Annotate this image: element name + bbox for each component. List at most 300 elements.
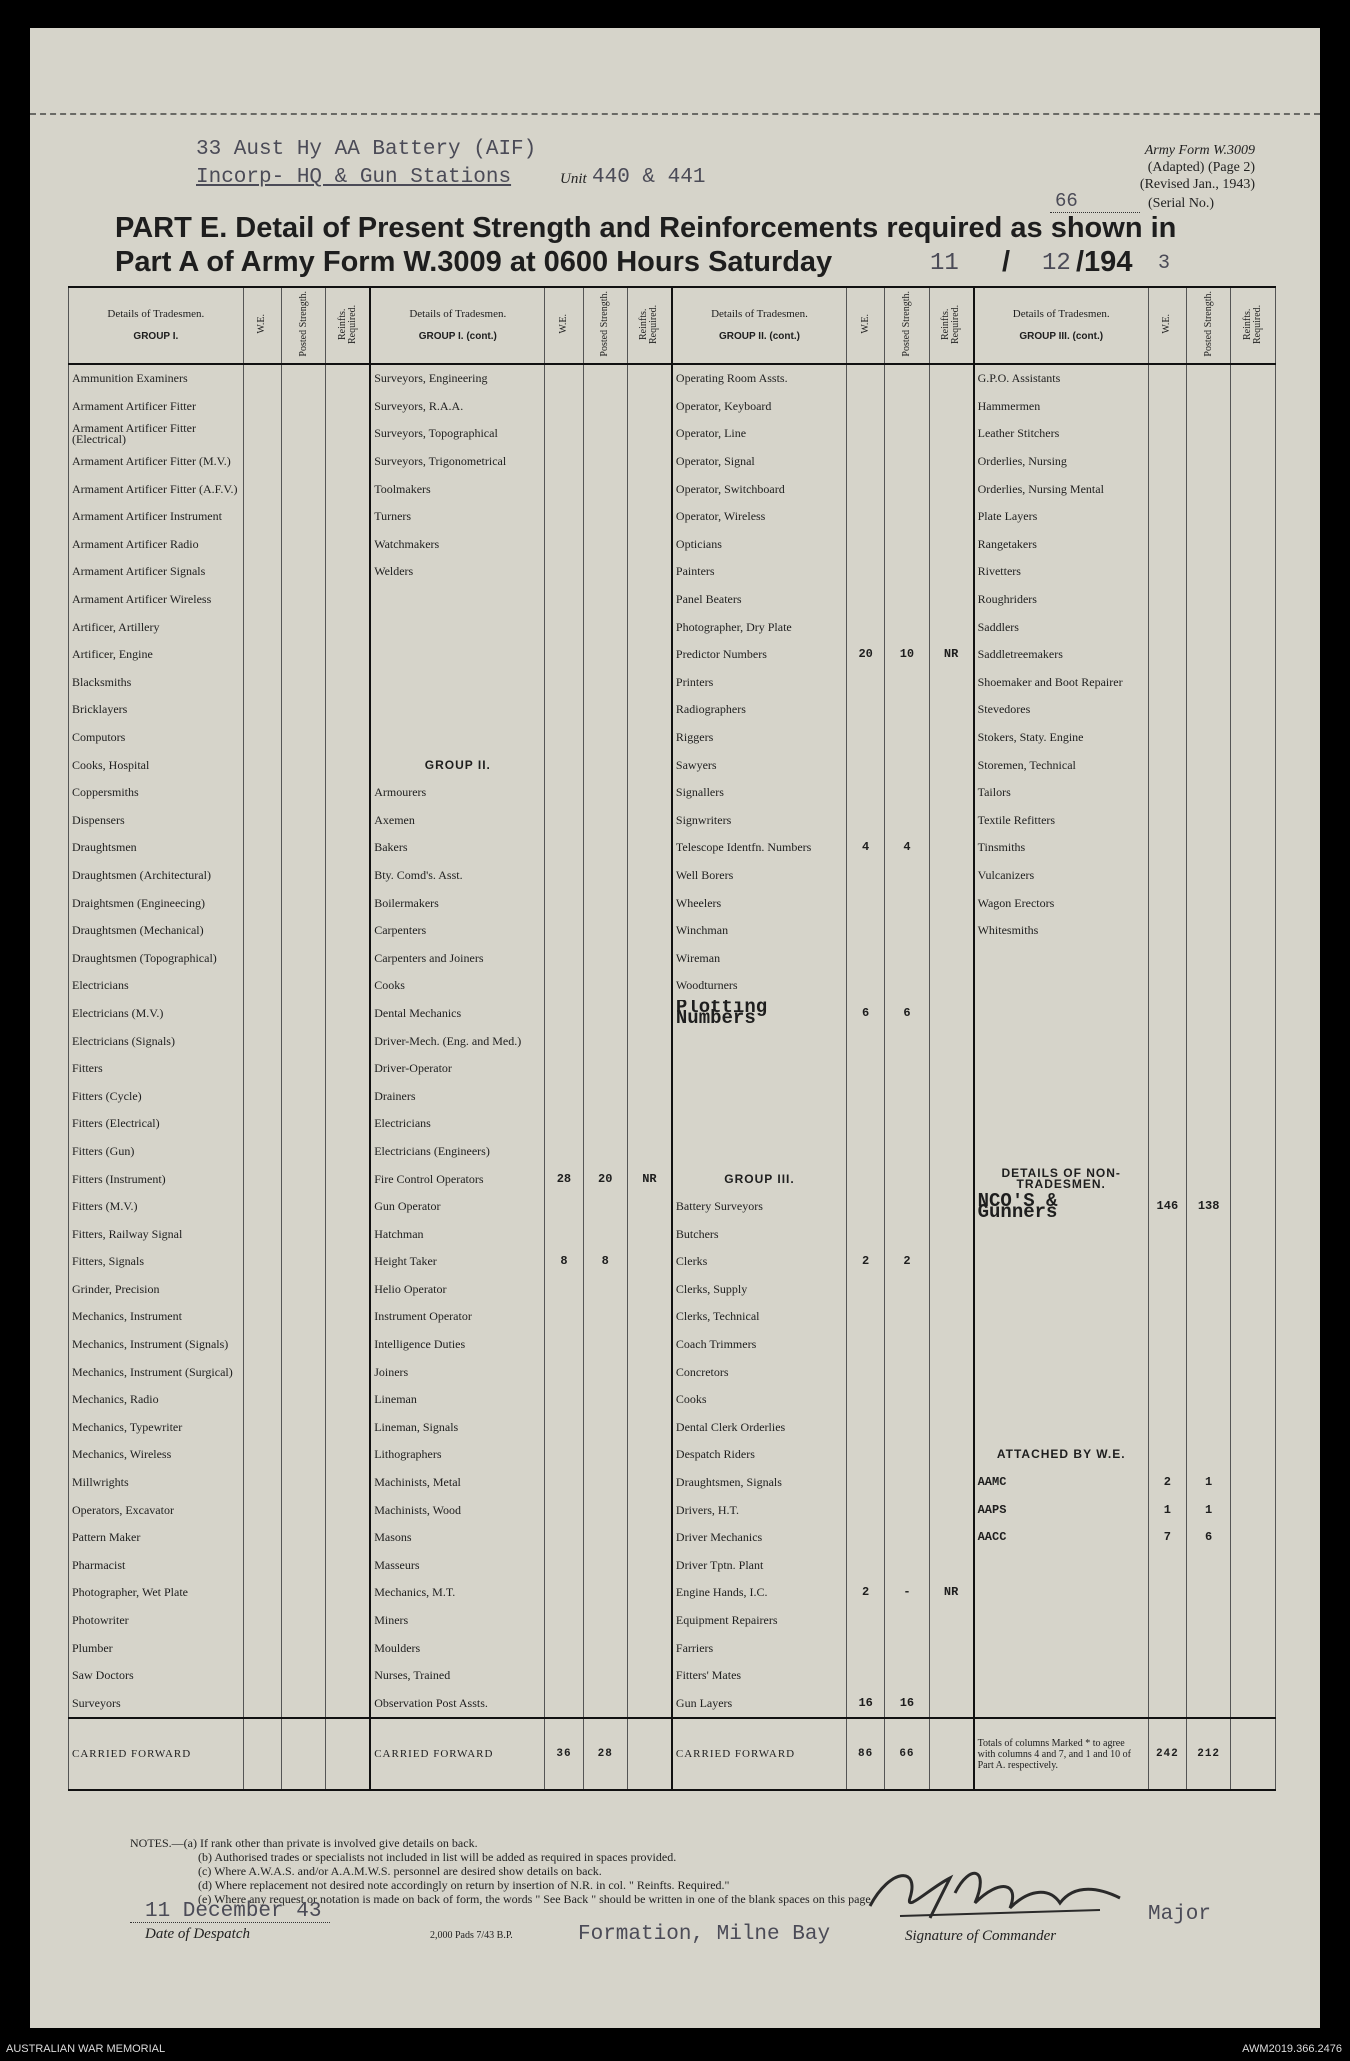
carried-posted-cell: 66 <box>885 1718 929 1790</box>
note-line: (c) Where A.W.A.S. and/or A.A.M.W.S. personnel are desired show details on back. <box>198 1864 602 1878</box>
value-we-cell: 146 <box>1148 1193 1186 1221</box>
trade-name-cell <box>974 1138 1149 1166</box>
value-req-cell <box>1231 1055 1276 1083</box>
value-we-cell <box>847 972 885 1000</box>
value-we-cell <box>1148 696 1186 724</box>
value-req-cell <box>1231 1552 1276 1580</box>
table-row <box>69 420 1276 448</box>
value-req-cell <box>929 420 973 448</box>
value-posted-cell <box>583 393 627 421</box>
value-posted-cell: 10 <box>885 641 929 669</box>
value-posted-cell <box>281 1220 325 1248</box>
trade-name-cell: Clerks, Technical <box>672 1303 847 1331</box>
value-req-cell <box>627 1496 671 1524</box>
value-posted-cell <box>583 807 627 835</box>
carried-posted-cell: 212 <box>1186 1718 1230 1790</box>
value-req-cell <box>929 1496 973 1524</box>
value-we-cell <box>545 696 583 724</box>
value-posted-cell <box>885 1276 929 1304</box>
value-we-cell <box>243 1441 281 1469</box>
value-we-cell <box>847 364 885 393</box>
value-posted-cell <box>1186 613 1230 641</box>
value-posted-cell <box>1186 669 1230 697</box>
value-posted-cell <box>885 586 929 614</box>
value-we-cell <box>545 1414 583 1442</box>
value-we-cell <box>847 1414 885 1442</box>
value-posted-cell <box>1186 1165 1230 1193</box>
value-we-cell <box>847 1331 885 1359</box>
trade-name-cell: Saddletreemakers <box>974 641 1149 669</box>
value-req-cell <box>627 1331 671 1359</box>
value-we-cell <box>847 586 885 614</box>
value-we-cell <box>847 1496 885 1524</box>
value-we-cell: 1 <box>1148 1496 1186 1524</box>
value-req-cell: NR <box>929 1579 973 1607</box>
value-req-cell <box>627 669 671 697</box>
value-posted-cell <box>583 1276 627 1304</box>
trade-name-cell: NCO'S & Gunners <box>974 1193 1149 1221</box>
value-we-cell <box>1148 393 1186 421</box>
value-req-cell <box>929 1358 973 1386</box>
value-posted-cell <box>583 889 627 917</box>
value-req-cell <box>627 586 671 614</box>
value-posted-cell <box>885 420 929 448</box>
value-posted-cell <box>885 669 929 697</box>
value-req-cell <box>929 1303 973 1331</box>
trade-name-cell <box>974 1690 1149 1719</box>
trade-name-cell: Miners <box>370 1607 545 1635</box>
value-posted-cell <box>281 558 325 586</box>
trade-name-cell <box>672 1055 847 1083</box>
value-req-cell <box>326 751 370 779</box>
header-we: W.E. <box>243 287 281 364</box>
value-we-cell <box>1148 972 1186 1000</box>
trade-name-cell: Millwrights <box>69 1469 244 1497</box>
trade-name-cell <box>974 1358 1149 1386</box>
trade-name-cell: ATTACHED BY W.E. <box>974 1441 1149 1469</box>
trade-name-cell: Orderlies, Nursing Mental <box>974 475 1149 503</box>
value-we-cell <box>847 889 885 917</box>
title-line1: PART E. Detail of Present Strength and Reinforcements required as shown in <box>115 212 1177 244</box>
trade-name-cell: AACC <box>974 1524 1149 1552</box>
trade-name-cell: Signallers <box>672 779 847 807</box>
carried-forward-label: CARRIED FORWARD <box>672 1718 847 1790</box>
form-title: Army Form W.3009 <box>1144 143 1255 158</box>
value-we-cell <box>545 889 583 917</box>
value-req-cell <box>326 972 370 1000</box>
value-we-cell <box>243 944 281 972</box>
trade-name-cell: Instrument Operator <box>370 1303 545 1331</box>
value-we-cell <box>1148 669 1186 697</box>
value-posted-cell <box>885 1165 929 1193</box>
trade-name-cell: Electricians <box>69 972 244 1000</box>
trade-name-cell: Armament Artificer Fitter (A.F.V.) <box>69 475 244 503</box>
trade-name-cell: Wheelers <box>672 889 847 917</box>
value-req-cell <box>326 696 370 724</box>
value-posted-cell <box>885 1358 929 1386</box>
value-req-cell <box>627 751 671 779</box>
value-posted-cell <box>885 613 929 641</box>
value-posted-cell <box>281 1303 325 1331</box>
value-we-cell <box>847 779 885 807</box>
value-posted-cell <box>281 834 325 862</box>
value-we-cell <box>1148 531 1186 559</box>
value-posted-cell <box>885 1662 929 1690</box>
value-posted-cell <box>583 448 627 476</box>
value-posted-cell <box>281 1441 325 1469</box>
trade-name-cell: Turners <box>370 503 545 531</box>
value-req-cell <box>326 393 370 421</box>
carried-we-cell: 86 <box>847 1718 885 1790</box>
value-posted-cell <box>583 613 627 641</box>
table-row <box>69 1690 1276 1719</box>
value-req-cell <box>1231 972 1276 1000</box>
value-we-cell <box>1148 1027 1186 1055</box>
trade-name-cell <box>370 696 545 724</box>
value-posted-cell <box>1186 889 1230 917</box>
value-req-cell <box>627 1524 671 1552</box>
trade-name-cell <box>974 1220 1149 1248</box>
value-req-cell <box>1231 1110 1276 1138</box>
value-we-cell <box>545 558 583 586</box>
value-req-cell <box>1231 1496 1276 1524</box>
value-posted-cell <box>281 889 325 917</box>
value-req-cell <box>929 862 973 890</box>
value-req-cell <box>326 917 370 945</box>
value-we-cell <box>243 862 281 890</box>
trade-name-cell: Plumber <box>69 1634 244 1662</box>
value-posted-cell <box>281 862 325 890</box>
value-posted-cell <box>1186 862 1230 890</box>
value-posted-cell <box>583 1690 627 1719</box>
trade-name-cell: Moulders <box>370 1634 545 1662</box>
value-we-cell <box>545 669 583 697</box>
header-reinfts: Reinfts. Required. <box>627 287 671 364</box>
value-posted-cell <box>281 1193 325 1221</box>
value-req-cell <box>929 1055 973 1083</box>
trade-name-cell: Driver-Mech. (Eng. and Med.) <box>370 1027 545 1055</box>
value-req-cell <box>326 862 370 890</box>
value-req-cell <box>929 1607 973 1635</box>
header-reinfts: Reinfts. Required. <box>929 287 973 364</box>
trade-name-cell <box>974 1055 1149 1083</box>
table-row <box>69 669 1276 697</box>
value-req-cell <box>326 1027 370 1055</box>
value-posted-cell <box>281 1690 325 1719</box>
value-req-cell <box>326 1055 370 1083</box>
value-we-cell <box>847 613 885 641</box>
unit-value: 440 & 441 <box>592 166 706 189</box>
value-we-cell <box>1148 1552 1186 1580</box>
value-req-cell <box>929 1386 973 1414</box>
value-we-cell <box>545 1607 583 1635</box>
value-req-cell <box>627 1690 671 1719</box>
value-req-cell <box>929 724 973 752</box>
value-req-cell <box>929 1441 973 1469</box>
value-posted-cell <box>1186 364 1230 393</box>
table-row <box>69 558 1276 586</box>
table-row <box>69 475 1276 503</box>
trade-name-cell: Intelligence Duties <box>370 1331 545 1359</box>
value-posted-cell <box>885 1027 929 1055</box>
trade-name-cell: Saddlers <box>974 613 1149 641</box>
value-we-cell <box>243 1607 281 1635</box>
value-req-cell <box>1231 531 1276 559</box>
signature-label: Signature of Commander <box>905 1928 1057 1944</box>
value-we-cell <box>545 1303 583 1331</box>
table-row <box>69 972 1276 1000</box>
value-posted-cell <box>281 724 325 752</box>
value-we-cell <box>243 364 281 393</box>
value-we-cell <box>1148 586 1186 614</box>
value-posted-cell <box>583 1082 627 1110</box>
value-req-cell <box>1231 420 1276 448</box>
value-we-cell <box>545 1220 583 1248</box>
value-we-cell <box>1148 1248 1186 1276</box>
value-req-cell <box>1231 364 1276 393</box>
value-req-cell <box>627 944 671 972</box>
value-we-cell: 28 <box>545 1165 583 1193</box>
trade-name-cell <box>370 613 545 641</box>
value-posted-cell <box>281 917 325 945</box>
trade-name-cell: Fitters (Cycle) <box>69 1082 244 1110</box>
credit-left: AUSTRALIAN WAR MEMORIAL <box>6 2043 166 2055</box>
value-req-cell <box>1231 779 1276 807</box>
value-we-cell <box>545 1469 583 1497</box>
value-we-cell <box>545 751 583 779</box>
value-we-cell <box>1148 1220 1186 1248</box>
value-we-cell <box>847 1110 885 1138</box>
value-req-cell <box>627 364 671 393</box>
form-revised: (Revised Jan., 1943) <box>1139 177 1255 192</box>
value-posted-cell <box>885 917 929 945</box>
table-row <box>69 1496 1276 1524</box>
trade-name-cell <box>672 1138 847 1166</box>
value-req-cell <box>1231 1358 1276 1386</box>
value-req-cell <box>1231 1276 1276 1304</box>
value-posted-cell <box>583 944 627 972</box>
value-we-cell <box>545 420 583 448</box>
header-details: Details of Tradesmen. GROUP II. (cont.) <box>672 287 847 364</box>
value-req-cell <box>627 1358 671 1386</box>
value-req-cell <box>627 1082 671 1110</box>
value-we-cell <box>847 1193 885 1221</box>
value-posted-cell <box>1186 448 1230 476</box>
trade-name-cell <box>974 1276 1149 1304</box>
carried-req-cell <box>1231 1718 1276 1790</box>
value-posted-cell <box>1186 475 1230 503</box>
carried-req-cell <box>627 1718 671 1790</box>
header-details: Details of Tradesmen. GROUP III. (cont.) <box>974 287 1149 364</box>
value-posted-cell <box>1186 834 1230 862</box>
trade-name-cell: Bty. Comd's. Asst. <box>370 862 545 890</box>
value-req-cell <box>326 1193 370 1221</box>
trade-name-cell: Lineman <box>370 1386 545 1414</box>
table-row <box>69 1138 1276 1166</box>
carried-we-cell: 242 <box>1148 1718 1186 1790</box>
value-req-cell <box>627 1248 671 1276</box>
table-row <box>69 448 1276 476</box>
value-posted-cell <box>281 531 325 559</box>
table-row <box>69 1027 1276 1055</box>
value-req-cell <box>929 1662 973 1690</box>
trade-name-cell: Farriers <box>672 1634 847 1662</box>
table-row <box>69 834 1276 862</box>
value-we-cell <box>545 1276 583 1304</box>
value-req-cell <box>929 779 973 807</box>
trade-name-cell: Operating Room Assts. <box>672 364 847 393</box>
trade-name-cell: Cooks <box>370 972 545 1000</box>
value-req-cell <box>1231 944 1276 972</box>
value-req-cell <box>1231 1082 1276 1110</box>
value-we-cell <box>545 1193 583 1221</box>
trade-name-cell: Fitters (Gun) <box>69 1138 244 1166</box>
value-req-cell <box>326 364 370 393</box>
trade-name-cell: Fitters (Instrument) <box>69 1165 244 1193</box>
trade-name-cell: Painters <box>672 558 847 586</box>
value-posted-cell <box>583 1193 627 1221</box>
trade-name-cell <box>974 1248 1149 1276</box>
value-we-cell <box>545 503 583 531</box>
trade-name-cell: Telescope Identfn. Numbers <box>672 834 847 862</box>
trade-name-cell: Mechanics, Instrument (Surgical) <box>69 1358 244 1386</box>
value-we-cell <box>1148 1303 1186 1331</box>
value-posted-cell <box>1186 917 1230 945</box>
value-posted-cell <box>583 834 627 862</box>
trade-name-cell: Dispensers <box>69 807 244 835</box>
value-req-cell <box>929 1276 973 1304</box>
trade-name-cell <box>974 1386 1149 1414</box>
value-req-cell <box>929 1110 973 1138</box>
header-details: Details of Tradesmen. GROUP I. <box>69 287 244 364</box>
value-req-cell <box>627 1193 671 1221</box>
trade-name-cell: Plotting Numbers <box>672 1000 847 1028</box>
table-row <box>69 917 1276 945</box>
trade-name-cell: Height Taker <box>370 1248 545 1276</box>
value-we-cell <box>847 669 885 697</box>
value-we-cell <box>243 1469 281 1497</box>
trade-name-cell: Whitesmiths <box>974 917 1149 945</box>
value-posted-cell: 20 <box>583 1165 627 1193</box>
value-we-cell <box>545 1331 583 1359</box>
value-we-cell <box>847 1607 885 1635</box>
value-we-cell <box>1148 834 1186 862</box>
value-posted-cell <box>583 696 627 724</box>
trade-name-cell: Drainers <box>370 1082 545 1110</box>
value-posted-cell <box>1186 1110 1230 1138</box>
value-we-cell <box>847 1358 885 1386</box>
value-req-cell <box>1231 1193 1276 1221</box>
value-posted-cell <box>583 862 627 890</box>
table-row <box>69 1055 1276 1083</box>
value-posted-cell <box>885 1082 929 1110</box>
value-posted-cell <box>583 751 627 779</box>
trade-name-cell: Fitters (M.V.) <box>69 1193 244 1221</box>
value-req-cell <box>1231 1386 1276 1414</box>
value-we-cell <box>1148 1441 1186 1469</box>
value-posted-cell <box>1186 972 1230 1000</box>
trade-name-cell: Clerks, Supply <box>672 1276 847 1304</box>
table-row <box>69 641 1276 669</box>
trade-name-cell: Blacksmiths <box>69 669 244 697</box>
value-posted-cell <box>583 1055 627 1083</box>
value-posted-cell <box>583 475 627 503</box>
header-we: W.E. <box>1148 287 1186 364</box>
value-req-cell <box>1231 641 1276 669</box>
value-we-cell <box>847 1441 885 1469</box>
value-posted-cell <box>281 779 325 807</box>
value-posted-cell <box>885 944 929 972</box>
value-req-cell <box>627 613 671 641</box>
table-row <box>69 1607 1276 1635</box>
value-req-cell <box>326 834 370 862</box>
value-req-cell <box>1231 1414 1276 1442</box>
trade-name-cell: Saw Doctors <box>69 1662 244 1690</box>
value-we-cell <box>847 696 885 724</box>
value-req-cell <box>627 1414 671 1442</box>
value-req-cell <box>929 972 973 1000</box>
value-we-cell: 7 <box>1148 1524 1186 1552</box>
value-posted-cell <box>1186 1276 1230 1304</box>
value-posted-cell <box>583 1358 627 1386</box>
value-req-cell <box>1231 558 1276 586</box>
value-req-cell <box>929 613 973 641</box>
value-we-cell <box>545 1690 583 1719</box>
value-posted-cell <box>281 751 325 779</box>
value-req-cell <box>929 448 973 476</box>
value-req-cell <box>627 1220 671 1248</box>
trade-name-cell: Surveyors, Topographical <box>370 420 545 448</box>
unit-label: Unit <box>560 171 587 187</box>
form-adapted: (Adapted) (Page 2) <box>1147 160 1255 175</box>
value-req-cell <box>1231 1138 1276 1166</box>
value-we-cell <box>1148 364 1186 393</box>
value-posted-cell <box>583 669 627 697</box>
value-we-cell <box>243 1386 281 1414</box>
value-we-cell <box>545 1027 583 1055</box>
value-we-cell <box>1148 1165 1186 1193</box>
value-we-cell <box>545 1358 583 1386</box>
value-we-cell <box>847 558 885 586</box>
value-req-cell <box>326 1552 370 1580</box>
value-posted-cell <box>1186 1027 1230 1055</box>
trade-name-cell: Clerks <box>672 1248 847 1276</box>
value-posted-cell <box>583 1220 627 1248</box>
value-posted-cell <box>885 1055 929 1083</box>
trade-name-cell: GROUP III. <box>672 1165 847 1193</box>
value-req-cell <box>929 696 973 724</box>
value-posted-cell <box>281 1469 325 1497</box>
value-we-cell <box>545 1579 583 1607</box>
value-req-cell <box>929 1690 973 1719</box>
value-posted-cell <box>1186 724 1230 752</box>
typed-unit-line2: Incorp- HQ & Gun Stations <box>196 166 512 189</box>
trade-name-cell: Equipment Repairers <box>672 1607 847 1635</box>
trade-name-cell: Observation Post Assts. <box>370 1690 545 1719</box>
value-req-cell <box>326 1386 370 1414</box>
trade-name-cell: Storemen, Technical <box>974 751 1149 779</box>
value-posted-cell <box>583 503 627 531</box>
trade-name-cell: Driver Mechanics <box>672 1524 847 1552</box>
value-we-cell <box>545 531 583 559</box>
value-req-cell <box>929 1634 973 1662</box>
value-we-cell <box>847 420 885 448</box>
value-req-cell <box>1231 1303 1276 1331</box>
value-we-cell: 2 <box>847 1579 885 1607</box>
header-posted: Posted Strength. <box>281 287 325 364</box>
value-req-cell <box>627 1276 671 1304</box>
value-posted-cell <box>281 1607 325 1635</box>
